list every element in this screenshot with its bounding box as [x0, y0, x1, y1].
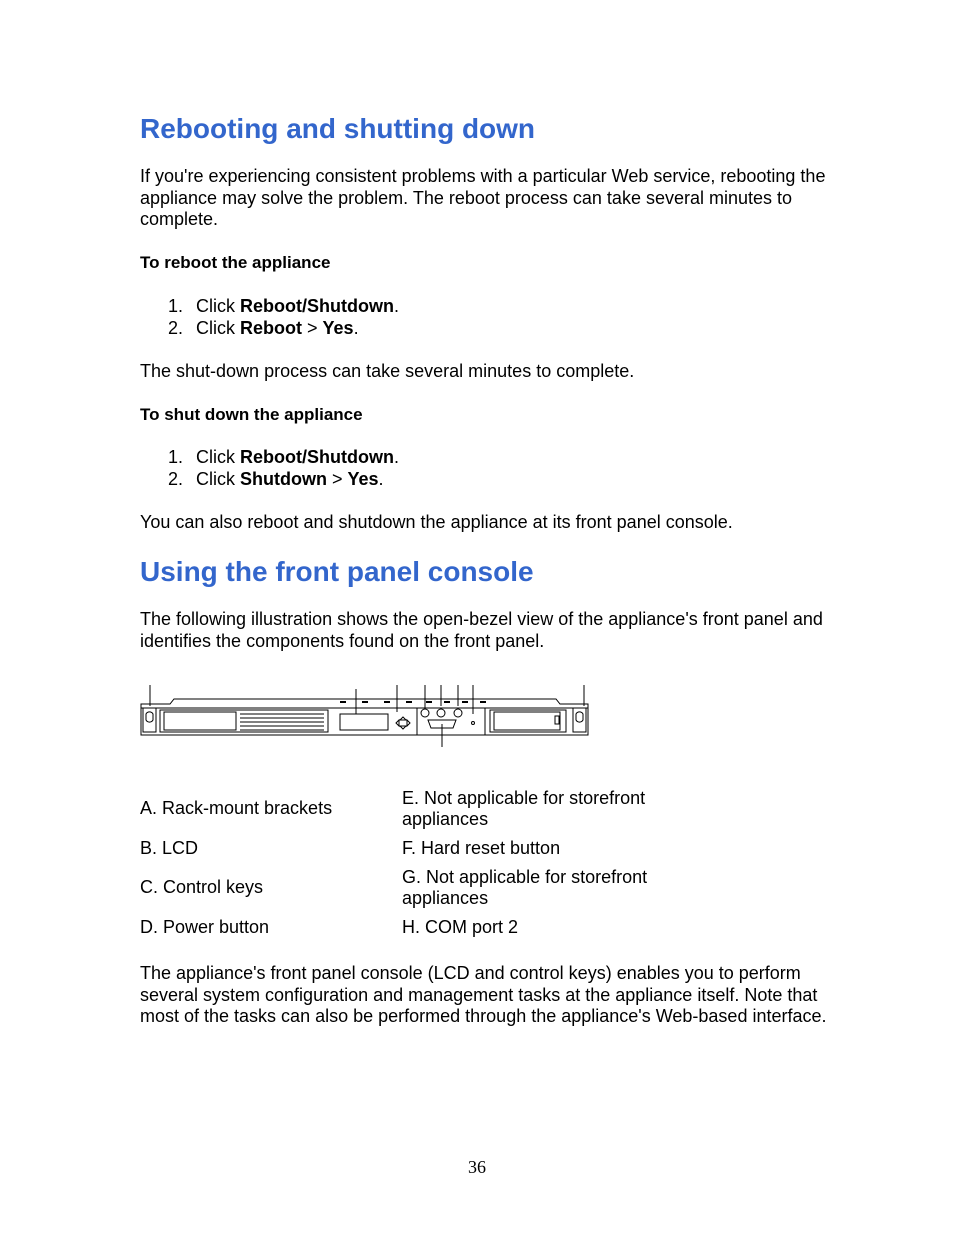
step-suffix: .	[393, 447, 399, 467]
legend-row	[140, 785, 700, 832]
step-number: 1.	[168, 296, 184, 316]
front-panel-intro: The following illustration shows the open-bezel view of the appliance's front panel and identifies the components found on the front panel.	[140, 609, 823, 651]
legend-row	[140, 832, 700, 864]
step-number: 2.	[168, 468, 184, 489]
component-legend	[140, 785, 700, 943]
legend-item: D. Power button	[140, 916, 270, 937]
step-number: 2.	[168, 317, 184, 338]
reboot-step-2	[140, 318, 399, 340]
legend-item: G. Not applicable for storefront appliances	[402, 866, 648, 908]
shutdown-note: The shut-down process can take several minutes to complete.	[140, 361, 635, 381]
step-prefix: Click	[196, 468, 240, 489]
step-separator: >	[326, 468, 348, 489]
legend-row	[140, 864, 700, 911]
step-bold-term: Shutdown	[240, 468, 327, 489]
legend-item: B. LCD	[140, 837, 199, 858]
front-panel-closing: The appliance's front panel console (LCD and control keys) enables you to perform several system configuration and management tasks at the appliance itself. Note that most of the tasks can also be performed through the appliance's Web-based interface.	[140, 963, 827, 1026]
legend-item: C. Control keys	[140, 877, 264, 897]
shutdown-step-2	[140, 469, 399, 491]
rebooting-closing: You can also reboot and shutdown the appliance at its front panel console.	[140, 512, 733, 532]
step-suffix: .	[353, 317, 359, 338]
front-panel-illustration	[140, 684, 592, 750]
legend-item: F. Hard reset button	[402, 837, 561, 858]
reboot-heading: To reboot the appliance	[140, 253, 331, 272]
shutdown-heading: To shut down the appliance	[140, 405, 363, 424]
step-suffix: .	[393, 296, 399, 316]
rebooting-intro: If you're experiencing consistent problems with a particular Web service, rebooting the appliance may solve the problem. The reboot process can take several minutes to complete.	[140, 166, 826, 229]
step-bold-term-2: Yes	[322, 317, 354, 338]
step-prefix: Click	[196, 447, 240, 467]
legend-item: H. COM port 2	[402, 916, 519, 937]
step-prefix: Click	[196, 296, 240, 316]
step-number: 1.	[168, 447, 184, 467]
legend-item: E. Not applicable for storefront appliances	[402, 787, 646, 829]
step-bold-term: Reboot	[240, 317, 302, 338]
page-number: 36	[468, 1157, 486, 1177]
reboot-step-1	[140, 296, 399, 318]
step-suffix: .	[378, 468, 384, 489]
shutdown-step-1	[140, 447, 399, 469]
reboot-steps	[140, 296, 399, 339]
section-title-front-panel: Using the front panel console	[140, 556, 534, 587]
step-bold-term: Reboot/Shutdown	[240, 296, 394, 316]
step-separator: >	[302, 317, 323, 338]
step-bold-term-2: Yes	[347, 468, 379, 489]
shutdown-steps	[140, 447, 399, 490]
step-prefix: Click	[196, 317, 240, 338]
legend-item: A. Rack-mount brackets	[140, 798, 333, 818]
step-bold-term: Reboot/Shutdown	[240, 447, 394, 467]
section-title-rebooting: Rebooting and shutting down	[140, 113, 536, 144]
legend-row	[140, 911, 700, 943]
